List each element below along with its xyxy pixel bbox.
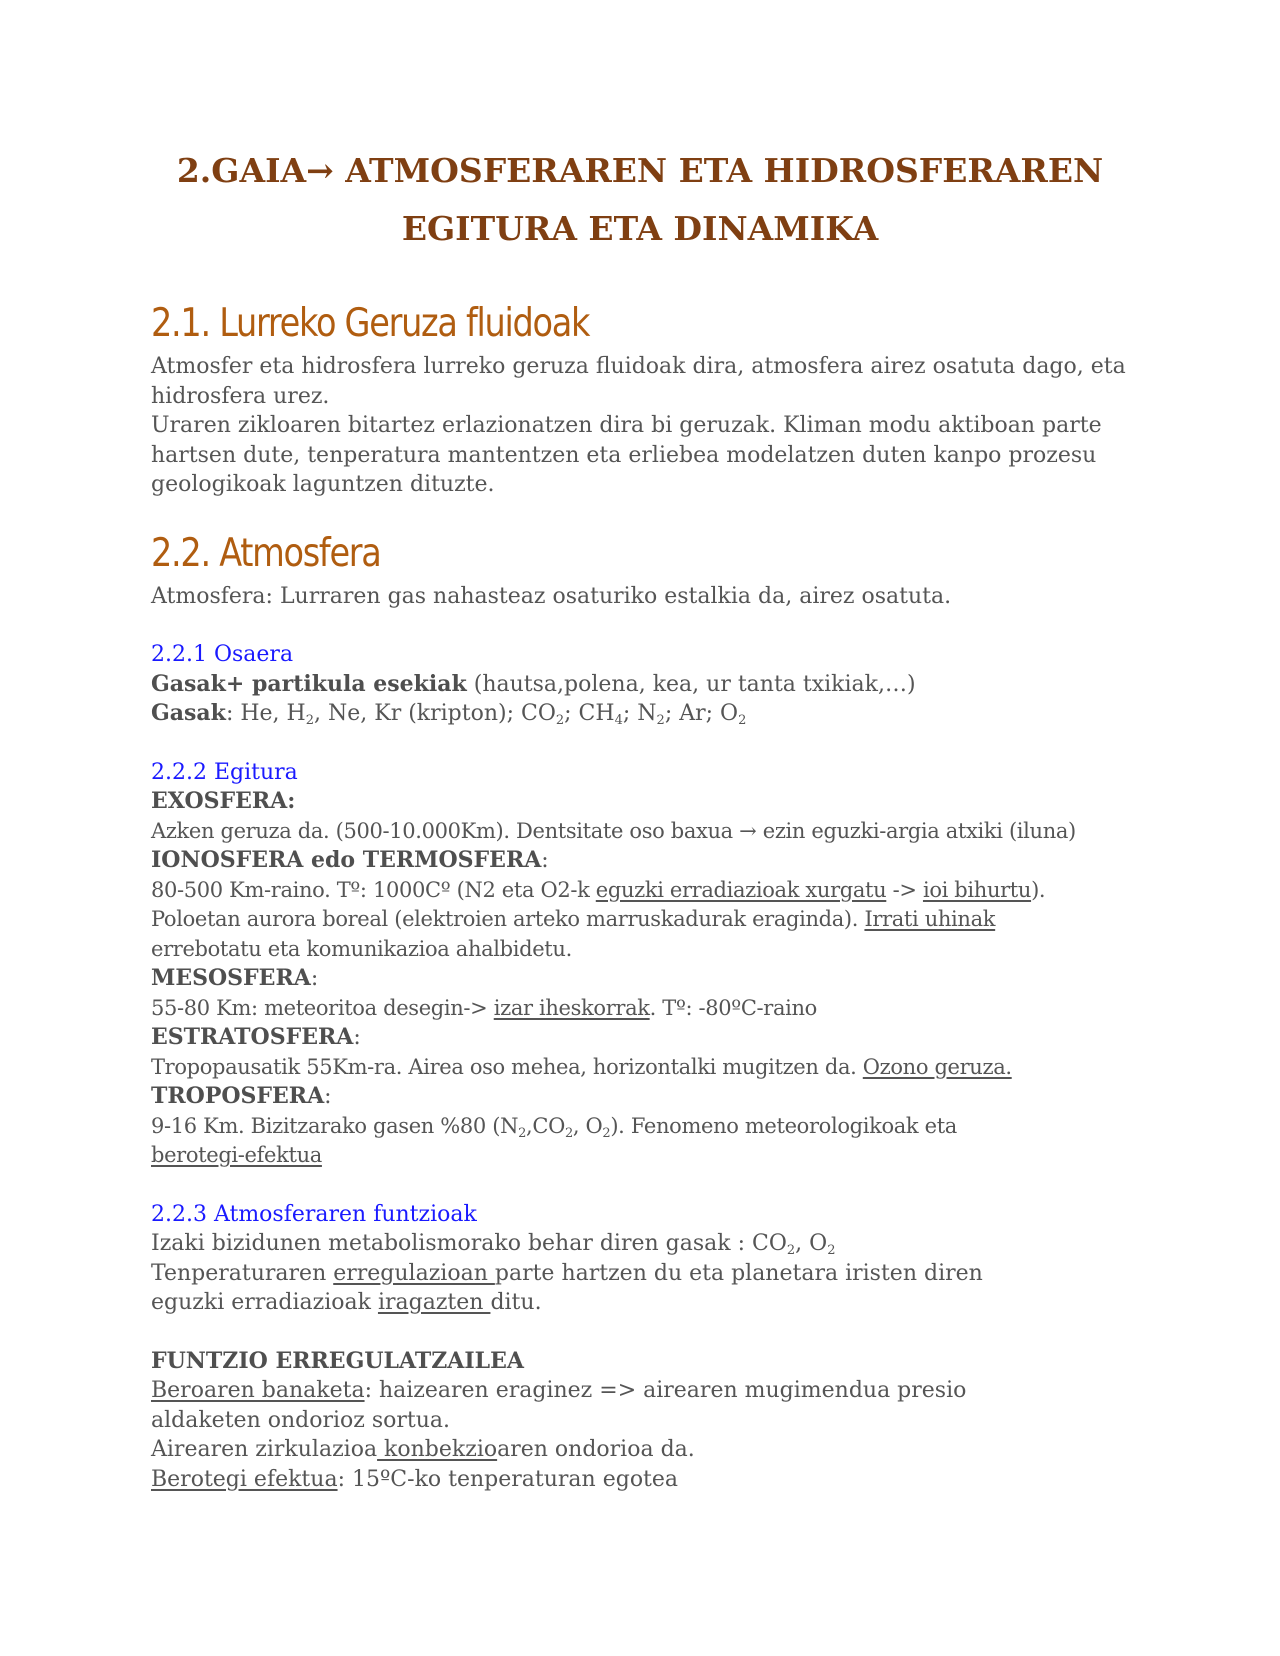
air-circulation-line: Airearen zirkulazioa konbekzioaren ondorioa da. (151, 1437, 695, 1462)
troposphere-description: 9-16 Km. Bizitzarako gasen %80 ($N_2,CO_2$, $O_2$). Fenomeno meteorologikoak eta (151, 1113, 957, 1141)
exosphere-description: Azken geruza da. (500-10.000Km). Dentsitate oso baxua → ezin eguzki-argia atxiki (iluna) (151, 818, 1076, 843)
composition-line-gases: Gasak: He, $H_2$, Ne, Kr (kripton); $CO_2$; $CH_4$; $N_2$; Ar; $O_2$ (151, 700, 747, 728)
section-heading-2-2: 2.2. Atmosfera (151, 530, 381, 576)
ionosphere-description-2: Poloetan aurora boreal (elektroien arteko marruskadurak eraginda). Irrati uhinak (151, 907, 996, 931)
paragraph-fluid-layers: Atmosfer eta hidrosfera lurreko geruza fluidoak dira, atmosfera airez osatuta dago, eta hidrosfera urez. (151, 354, 1126, 409)
functions-line-1: Izaki bizidunen metabolismorako behar diren gasak : $CO_2$, $O_2$ (151, 1231, 836, 1258)
subsection-heading-2-2-3: 2.2.3 Atmosferaren funtzioak (151, 1201, 477, 1227)
regulatory-function-heading: FUNTZIO ERREGULATZAILEA (151, 1347, 524, 1374)
title-line-2: EGITURA ETA DINAMIKA (401, 209, 879, 248)
ionosphere-description-3: errebotatu eta komunikazioa ahalbidetu. (151, 936, 572, 961)
subsection-heading-2-2-1: 2.2.1 Osaera (151, 642, 294, 667)
composition-label-gases: Gasak (151, 700, 226, 726)
composition-label-1: Gasak+ partikula esekiak (151, 670, 467, 697)
paragraph-water-cycle: Uraren zikloaren bitartez erlazionatzen dira bi geruzak. Kliman modu aktiboan parte hartsen dute, tenperatura mantentzen eta erliebea modelatzen duten kanpo prozesu geologikoak laguntzen dituzte. (151, 413, 1102, 497)
subsection-heading-2-2-2: 2.2.2 Egitura (151, 759, 298, 785)
greenhouse-effect-line: Berotegi efektua: 15ºC-ko tenperaturan egotea (151, 1466, 679, 1492)
title-line-1: 2.GAIA→ ATMOSFERAREN ETA HIDROSFERAREN (176, 151, 1104, 190)
ionosphere-description-1: 80-500 Km-raino. Tº: 1000Cº (N2 eta O2-k eguzki erradiazioak xurgatu -> ioi bihurtu). (151, 877, 1046, 902)
layer-label-ionosphere: IONOSFERA edo TERMOSFERA (151, 847, 542, 873)
troposphere-description-2: berotegi-efektua (151, 1143, 322, 1167)
stratosphere-description: Tropopausatik 55Km-ra. Airea oso mehea, horizontalki mugitzen da. Ozono geruza. (151, 1054, 1012, 1079)
mesosphere-description: 55-80 Km: meteoritoa desegin-> izar iheskorrak. Tº: -80ºC-raino (151, 995, 817, 1020)
section-heading-2-1: 2.1. Lurreko Geruza fluidoak (151, 301, 590, 346)
document-title (100, 142, 1180, 258)
layer-label-mesosphere: MESOSFERA (151, 965, 311, 991)
functions-line-2: Tenperaturaren erregulazioan parte hartzen du eta planetara iristen diren (151, 1260, 983, 1286)
composition-line-1: Gasak+ partikula esekiak (hautsa,polena, kea, ur tanta txikiak,…) (151, 670, 916, 697)
layer-label-exosphere: EXOSFERA: (151, 788, 296, 814)
document-page: 2.GAIA→ ATMOSFERAREN ETA HIDROSFERAREN EGITURA ETA DINAMIKA 2.1. Lurreko Geruza fluidoak Atmosfer eta hidrosfera lurreko geruza fluidoak dira, atmosfera airez osatuta dago, eta hidrosfera urez. Uraren zikloaren bitartez erlazionatzen dira bi geruzak. Kliman modu aktiboan parte hartsen dute, tenperatura mantentzen eta erliebea modelatzen duten kanpo prozesu geologikoak laguntzen dituzte. 2.2. Atmosfera Atmosfera: Lurraren gas nahasteaz osaturiko estalkia da, airez osatuta. 2.2.1 Osaera Gasak+ partikula esekiak (hautsa,polena, kea, ur tanta txikiak,…) Gasak: He, $H_2$, Ne, Kr (kripton); $CO_2$; $CH_4$; $N_2$; Ar; $O_2$ 2.2.2 Egitura EXOSFERA: Azken geruza da. (500-10.000Km). Dentsitate oso baxua → ezin eguzki-argia atxiki (iluna) IONOSFERA edo TERMOSFERA: 80-500 Km-raino. Tº: 1000Cº (N2 eta O2-k eguzki erradiazioak xurgatu -> ioi bihurtu). Poloetan aurora boreal (elektroien arteko marruskadurak eraginda). Irrati uhinak errebotatu eta komunikazioa ahalbidetu. MESOSFERA: 55-80 Km: meteoritoa desegin-> izar iheskorrak. Tº: -80ºC-raino ESTRATOSFERA: Tropopausatik 55Km-ra. Airea oso mehea, horizontalki mugitzen da. Ozono geruza. TROPOSFERA: 9-16 Km. Bizitzarako gasen %80 ($N_2,CO_2$, $O_2$). Fenomeno meteorologikoak eta berotegi-efektua 2.2.3 Atmosferaren funtzioak Izaki bizidunen metabolismorako behar diren gasak : $CO_2$, $O_2$ Tenperaturaren erregulazioan parte hartzen du eta planetara iristen diren eguzki erradiazioak iragazten ditu. FUNTZIO ERREGULATZAILEA Beroaren banaketa: haizearen eraginez => airearen mugimendua presio aldaketen ondorioz sortua. Airearen zirkulazioa konbekzioaren ondorioa da. Berotegi efektua: 15ºC-ko tenperaturan egotea (0, 0, 1280, 1656)
paragraph-atmosphere-definition: Atmosfera: Lurraren gas nahasteaz osaturiko estalkia da, airez osatuta. (151, 583, 952, 609)
functions-line-3: eguzki erradiazioak iragazten ditu. (151, 1290, 542, 1315)
layer-label-troposphere: TROPOSFERA (151, 1083, 325, 1109)
heat-distribution-line-2: aldaketen ondorioz sortua. (151, 1407, 451, 1433)
heat-distribution-line: Beroaren banaketa: haizearen eraginez => airearen mugimendua presio (151, 1378, 967, 1403)
layer-label-stratosphere: ESTRATOSFERA (151, 1024, 354, 1050)
